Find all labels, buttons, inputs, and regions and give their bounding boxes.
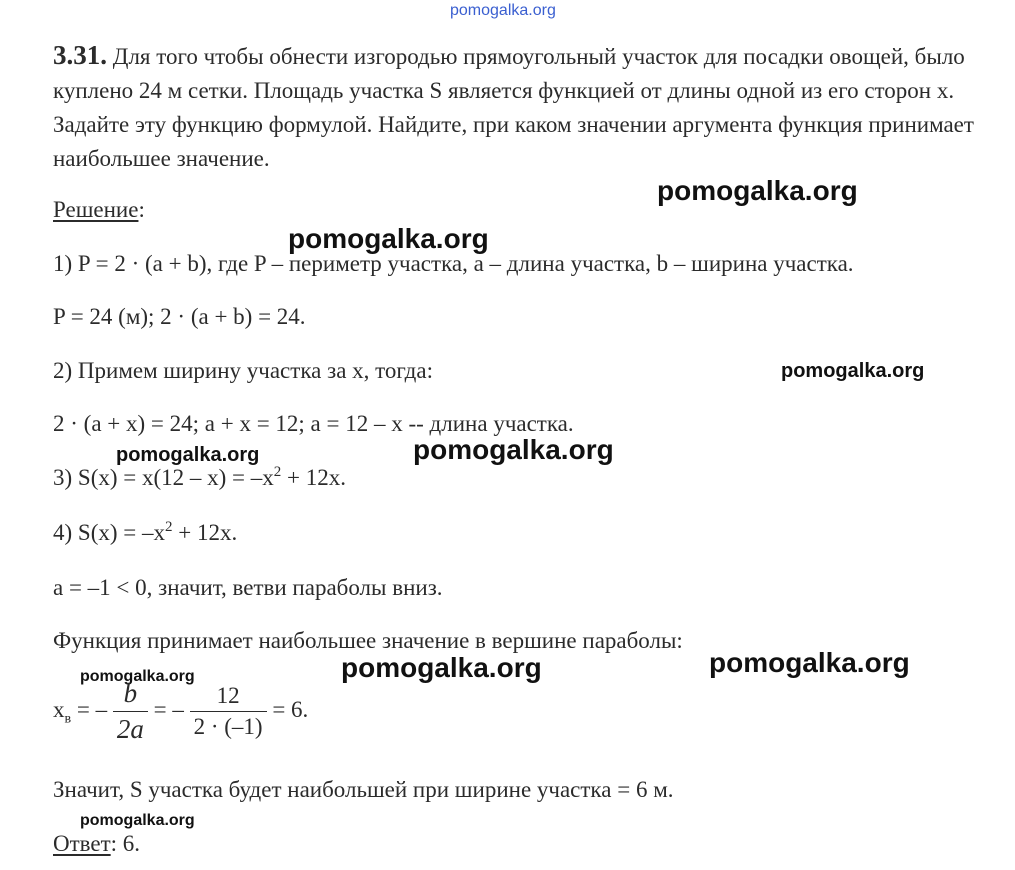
watermark: pomogalka.org [341, 652, 542, 683]
watermark-top[interactable]: pomogalka.org [450, 2, 556, 19]
formula-lhs: x [53, 696, 65, 722]
formula-lhs-sub: в [64, 711, 72, 727]
formula-eq3: = 6. [266, 696, 309, 722]
solution-line-1: 1) P = 2 · (a + b), где P – периметр участка, a – длина участка, b – ширина участка. [53, 251, 854, 276]
solution-conclusion: Значит, S участка будет наибольшей при ширине участка = 6 м. [53, 777, 674, 802]
vertex-formula [53, 678, 308, 745]
line5-sup: 2 [273, 464, 282, 480]
line6-pre: 4) S(x) = –x [53, 520, 165, 545]
formula-eq1: = – [71, 696, 108, 722]
problem-text: Для того чтобы обнести изгородью прямоугольный участок для посадки овощей, было куплено 24 м сетки. Площадь участка S является функцией от длины одной из его сторон x. Задайте эту функцию формулой. Найдите, при каком значении аргумента функция принимает наибольшее значение. [53, 44, 974, 171]
formula-eq2: = – [147, 696, 184, 722]
watermark: pomogalka.org [709, 647, 910, 678]
line6-post: + 12x. [172, 520, 238, 545]
solution-line-2: P = 24 (м); 2 · (a + b) = 24. [53, 304, 306, 329]
solution-line-6 [53, 520, 237, 546]
watermark: pomogalka.org [80, 812, 195, 829]
solution-line-8: Функция принимает наибольшее значение в вершине параболы: [53, 628, 683, 653]
line5-pre: 3) S(x) = x(12 – x) = –x [53, 465, 274, 490]
line6-sup: 2 [165, 519, 173, 535]
solution-line-4: 2 · (a + x) = 24; a + x = 12; a = 12 – x -- длина участка. [53, 411, 574, 436]
watermark: pomogalka.org [413, 434, 614, 465]
watermark: pomogalka.org [781, 360, 925, 382]
frac2-denominator: 2 · (–1) [193, 714, 263, 739]
answer-label: Ответ [53, 831, 111, 856]
answer [53, 831, 140, 857]
solution-heading-colon: : [138, 197, 145, 222]
solution-heading [53, 197, 145, 223]
watermark: pomogalka.org [80, 668, 195, 685]
frac1-denominator: 2a [116, 714, 144, 744]
solution-line-7: a = –1 < 0, значит, ветви параболы вниз. [53, 575, 443, 600]
problem-number: 3.31. [53, 40, 107, 70]
answer-value: : 6. [110, 831, 141, 856]
problem-statement [53, 38, 1003, 176]
frac1-numerator: b [113, 678, 148, 712]
fraction-12-over-2x-1 [190, 683, 267, 740]
solution-line-3: 2) Примем ширину участка за x, тогда: [53, 358, 433, 383]
frac2-numerator: 12 [190, 683, 267, 712]
watermark: pomogalka.org [288, 223, 489, 254]
watermark: pomogalka.org [657, 175, 858, 206]
watermark: pomogalka.org [116, 444, 260, 466]
line5-post: + 12x. [281, 465, 347, 490]
fraction-b-over-2a [113, 678, 148, 745]
solution-heading-text: Решение [53, 197, 139, 222]
solution-line-5 [53, 465, 346, 491]
